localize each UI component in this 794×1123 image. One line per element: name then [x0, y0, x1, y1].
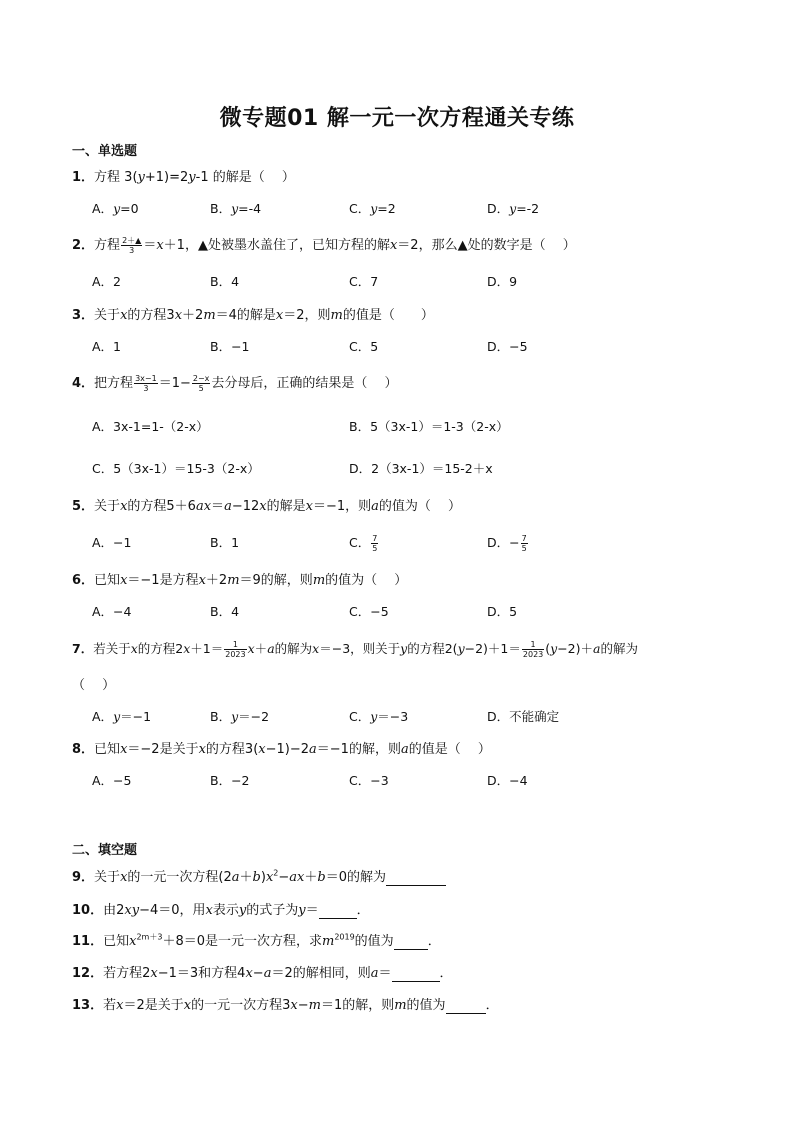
option-b[interactable]: B．4: [210, 274, 240, 289]
question-10: 10．由2xy−4＝0，用x表示y的式子为y＝ ．: [72, 903, 370, 918]
fraction: $\frac{3x-1}{3}$: [135, 374, 157, 393]
option-d[interactable]: D．−5: [487, 339, 528, 354]
question-9: 9．关于x的一元一次方程$(2a+b)x^2-ax+b=0$的解为: [72, 866, 446, 886]
question-7: 7．若关于x的方程2x＋1＝ $\frac{1}{2023}$ x＋a的解为x＝−3，则关于y的方程2(y−2)＋1＝ $\frac{1}{2023}$ (y−2)＋a的解为: [72, 640, 638, 659]
option-c[interactable]: C．y=2: [349, 201, 396, 216]
option-d[interactable]: D．不能确定: [487, 709, 560, 724]
option-a[interactable]: A．−1: [92, 535, 132, 550]
option-c[interactable]: C．−3: [349, 773, 389, 788]
option-d[interactable]: D．y=-2: [487, 201, 540, 216]
question-8: 8．已知x＝−2是关于x的方程3(x−1)−2a＝−1的解，则a的值是（ ）: [72, 742, 491, 757]
option-d[interactable]: D．2（3x-1）＝15-2＋x: [349, 461, 493, 476]
option-a[interactable]: A．y＝−1: [92, 709, 152, 724]
option-b[interactable]: B．−1: [210, 339, 250, 354]
option-b[interactable]: B．y=-4: [210, 201, 262, 216]
option-a[interactable]: A．3x-1=1-（2-x）: [92, 419, 209, 434]
question-8-options: [72, 771, 732, 791]
fraction: $\frac{2-x}{5}$: [192, 374, 210, 393]
option-c[interactable]: C．y＝−3: [349, 709, 409, 724]
option-b[interactable]: B．1: [210, 535, 240, 550]
fraction: $\frac{1}{2023}$: [522, 640, 544, 659]
question-1-options: [72, 199, 732, 219]
option-a[interactable]: A．1: [92, 339, 122, 354]
question-11: 11．已知$x^{2m+3}+8=0$是一元一次方程，求$m^{2019}$的值为 ．: [72, 932, 441, 949]
page-title: 微专题01 解一元一次方程通关专练: [219, 106, 575, 131]
question-4-options-row2: [72, 459, 732, 479]
option-a[interactable]: A．2: [92, 274, 122, 289]
question-1: 1．方程 3(y+1)=2y-1 的解是（ ）: [72, 170, 295, 185]
question-5: 5．关于x的方程5＋6ax＝a−12x的解是x＝−1，则a的值为（ ）: [72, 499, 462, 514]
question-4-options-row1: [72, 417, 732, 437]
option-d[interactable]: D．− $\frac{7}{5}$: [487, 534, 527, 553]
option-c[interactable]: C． $\frac{7}{5}$: [349, 534, 378, 553]
option-c[interactable]: C．5（3x-1）＝15-3（2-x）: [92, 461, 260, 476]
question-2: 2．方程 $\frac{2+▲}{3}$ ＝x＋1，▲处被墨水盖住了，已知方程的解x＝2，那么▲处的数字是（ ）: [72, 236, 576, 255]
option-a[interactable]: A．−4: [92, 604, 132, 619]
answer-blank[interactable]: [446, 998, 486, 1014]
option-b[interactable]: B．5（3x-1）＝1-3（2-x）: [349, 419, 509, 434]
section-heading-fill-in: 二、填空题: [72, 843, 138, 858]
fraction: $\frac{1}{2023}$: [225, 640, 246, 659]
question-7-options: [72, 707, 732, 727]
option-a[interactable]: A．−5: [92, 773, 132, 788]
answer-blank[interactable]: [386, 870, 446, 886]
answer-blank[interactable]: [319, 903, 357, 919]
question-7-continuation: （ ）: [72, 678, 116, 693]
option-b[interactable]: B．4: [210, 604, 240, 619]
question-5-options: [72, 533, 732, 553]
question-13: 13．若x＝2是关于x的一元一次方程3x−m＝1的解，则m的值为 ．: [72, 998, 499, 1013]
question-6-options: [72, 602, 732, 622]
option-c[interactable]: C．7: [349, 274, 379, 289]
question-6: 6．已知x＝−1是方程x＋2m＝9的解，则m的值为（ ）: [72, 573, 408, 588]
option-a[interactable]: A．y=0: [92, 201, 139, 216]
option-b[interactable]: B．−2: [210, 773, 250, 788]
option-d[interactable]: D．5: [487, 604, 518, 619]
question-12: 12．若方程2x−1＝3和方程4x−a＝2的解相同，则a＝ ．: [72, 966, 453, 981]
option-d[interactable]: D．9: [487, 274, 518, 289]
question-4: 4．把方程 $\frac{3x-1}{3}$ ＝1− $\frac{2-x}{5}$ 去分母后，正确的结果是（ ）: [72, 374, 398, 393]
question-2-options: [72, 272, 732, 292]
option-b[interactable]: B．y＝−2: [210, 709, 270, 724]
section-heading-single-choice: 一、单选题: [72, 144, 138, 159]
question-3: 3．关于x的方程3x＋2m＝4的解是x＝2，则m的值是（ ）: [72, 308, 434, 323]
answer-blank[interactable]: [392, 966, 440, 982]
option-c[interactable]: C．5: [349, 339, 379, 354]
answer-blank[interactable]: [394, 934, 428, 950]
option-c[interactable]: C．−5: [349, 604, 389, 619]
fraction: $\frac{2+▲}{3}$: [122, 236, 142, 255]
question-3-options: [72, 337, 732, 357]
option-d[interactable]: D．−4: [487, 773, 528, 788]
